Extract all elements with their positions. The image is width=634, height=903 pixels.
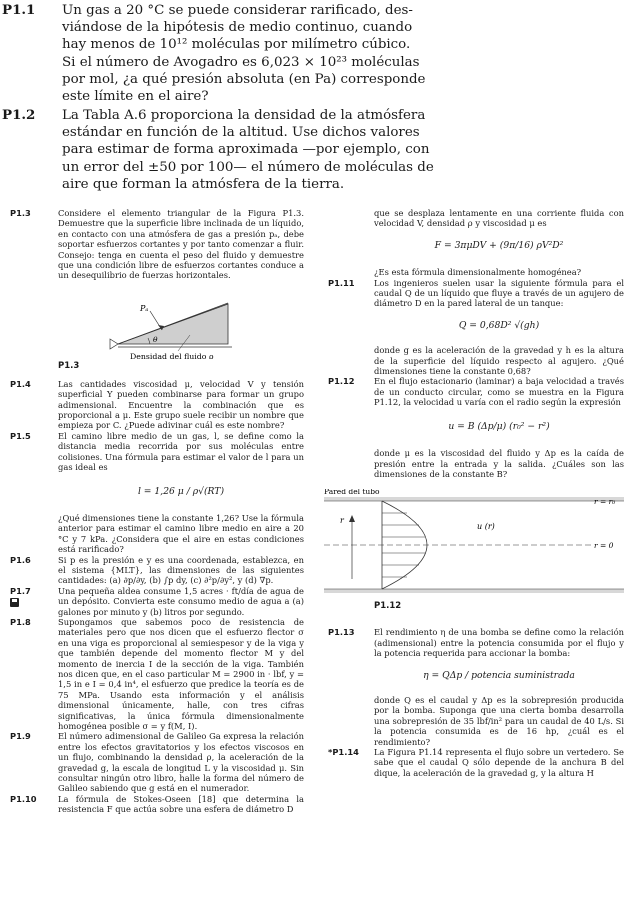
problem-text: Los ingenieros suelen usar la siguiente fórmula para el caudal Q de un líquido que fluye a través de un agujero de diámetro D en la pared lateral de un tanque: [374, 277, 624, 309]
r-axis-arrowhead [349, 515, 355, 522]
equation: Q = 0,68D² √(gh) [458, 319, 540, 331]
text-line: Si el número de Avogadro es 6,023 × 10²³ moléculas [62, 54, 420, 70]
text-line: por mol, ¿a qué presión absoluta (en Pa) corresponde [62, 71, 426, 87]
problem-number: P1.6 [10, 554, 31, 565]
problem-number: P1.5 [10, 430, 31, 441]
problem-text-after: donde Q es el caudal y Δp es la sobrepresión producida por la bomba. Suponga que una cierta bomba desarrolla una sobrepresión de 35 lbf/in² para un caudal de 40 L/s. Si la potencia consumida es de 16 hp, ¿cuál es el rendimiento? [374, 694, 624, 747]
disk-icon [10, 598, 19, 607]
problem-p1-13 [322, 627, 634, 747]
figure-p1-3 [0, 289, 318, 359]
problem-text: Considere el elemento triangular de la Figura P1.3. Demuestre que la superficie libre inclinada de un líquido, en contacto con una atmósfera de gas a presión pₐ, debe soportar esfuerzos cortantes y por tanto comenzar a fluir. Consejo: tenga en cuenta el peso del fluido y demuestre que una condición libre de esfuerzos cortantes conduce a un desequilibrio de fuerzas horizontales. [58, 208, 304, 281]
problem-pre-text: ¿Es esta fórmula dimensionalmente homogénea? [374, 267, 582, 278]
problem-number: P1.8 [10, 616, 31, 627]
equation: u = B (Δp/μ) (r₀² − r²) [448, 420, 550, 432]
problem-p1-7 [0, 586, 318, 617]
problem-text-after: donde g es la aceleración de la gravedad y h es la altura de la superficie del líquido respecto al agujero. ¿Qué dimensiones tiene la constante 0,68? [374, 345, 624, 377]
figure-caption: P1.3 [58, 360, 80, 371]
problem-number: P1.1 [2, 2, 36, 18]
problem-p1-4 [0, 379, 318, 431]
problem-p1-5 [0, 431, 318, 555]
problem-text: Las cantidades viscosidad μ, velocidad V y tensión superficial Y pueden combinarse para formar un grupo adimensional. Encuentre la combinación que es proporcional a μ. Este grupo suele recibir un nombre que empieza por C. ¿Puede adivinar cuál es este nombre? [58, 378, 304, 431]
fig112-caption-row [322, 595, 634, 615]
problem-number: *P1.14 [328, 746, 359, 757]
problem-p1-8 [0, 617, 318, 731]
figure-caption: P1.12 [374, 601, 402, 612]
problem-p1-12 [322, 376, 634, 479]
inclined-liquid-diagram [0, 289, 318, 359]
left-column [0, 208, 318, 815]
problem-text: Supongamos que sabemos poco de resistencia de materiales pero que nos dicen que el esfuerzo flector σ en una viga es proporcional al semiespesor y de la viga y que también depende del momento flector M y del momento de inercia I de la sección de la viga. También nos dicen que, en el caso particular M = 2900 in · lbf, y = 1,5 in e I = 0,4 in⁴, el esfuerzo que predice la teoría es de 75 MPa. Usando esta información y el análisis dimensional únicamente, halle, con tres cifras significativas, la única fórmula dimensionalmente homogénea posible σ = y f(M, I). [58, 616, 304, 732]
fig13-caption-row [0, 359, 318, 373]
problem-p1-10 [0, 794, 318, 815]
u-label: u (r) [477, 522, 495, 532]
problem-text: El camino libre medio de un gas, l, se define como la distancia media recorrida por sus moléculas entre colisiones. Una fórmula para estimar el valor de l para un gas ideal es [58, 430, 304, 473]
problem-text: Si p es la presión e y es una coordenada, establezca, en el sistema {MLT}, las dimensiones de las siguientes cantidades: (a) ∂p/∂y, (b) ∫p dy, (c) ∂²p/∂y², y (d) ∇p. [58, 554, 304, 586]
problem-text [62, 107, 610, 193]
text-line: aire que forman la atmósfera de la tierra. [62, 176, 345, 192]
problem-p1-9 [0, 731, 318, 793]
r0-label: r = r₀ [594, 497, 616, 507]
problem-text: Una pequeña aldea consume 1,5 acres · ft/día de agua de un depósito. Convierta este consumo medio de agua a (a) galones por minuto y (b) litros por segundo. [58, 585, 304, 617]
figure-p1-12 [322, 489, 634, 595]
text-line: para estimar de forma aproximada —por ejemplo, con [62, 142, 430, 158]
problem-number: P1.12 [328, 376, 355, 387]
wall-label: Pared del tubo [324, 489, 380, 497]
density-label: Densidad del fluido ρ [130, 351, 214, 359]
problem-text: El número adimensional de Galileo Ga expresa la relación entre los efectos gravitatorios y los efectos viscosos en un flujo, combinando la densidad ρ, la aceleración de la gravedad g, la escala de longitud L y la viscosidad μ. Sin consultar ningún otro libro, halle la forma del número de Galileo sabiendo que g está en el numerador. [58, 731, 304, 794]
problem-number: P1.2 [2, 107, 36, 123]
problem-text: La fórmula de Stokes-Oseen [18] que determina la resistencia F que actúa sobre una esfera de diámetro D [58, 793, 304, 815]
problem-p1-11 [322, 267, 634, 376]
problem-text: La Figura P1.14 representa el flujo sobre un vertedero. Se sabe que el caudal Q sólo depende de la anchura B del dique, la aceleración de la gravedad g, y la altura H [374, 746, 624, 778]
equation: F = 3πμDV + (9π/16) ρV²D² [434, 239, 564, 251]
problem-number: P1.11 [328, 277, 355, 288]
problem-text [62, 2, 610, 105]
problem-p1-14 [322, 747, 634, 778]
pipe-wall-top [324, 497, 624, 501]
problem-text: El rendimiento η de una bomba se define como la relación (adimensional) entre la potencia consumida por el flujo y la potencia requerida para accionar la bomba: [374, 627, 624, 659]
text-line: Un gas a 20 °C se puede considerar rarificado, des- [62, 3, 413, 18]
equation: η = QΔp / potencia suministrada [423, 669, 575, 681]
theta-label: θ [153, 334, 158, 344]
pipe-flow-diagram [322, 489, 634, 595]
text-line: este límite en el aire? [62, 89, 209, 105]
text-line: viándose de la hipótesis de medio continuo, cuando [62, 20, 413, 36]
left-arrow-marker [110, 339, 118, 349]
problem-text: que se desplaza lentamente en una corriente fluida con velocidad V, densidad ρ y viscosidad μ es [374, 208, 624, 229]
text-line: La Tabla A.6 proporciona la densidad de la atmósfera [62, 108, 426, 123]
text-line: hay menos de 10¹² moléculas por milímetro cúbico. [62, 37, 411, 53]
pa-label: Pₐ [140, 303, 149, 313]
problem-p1-6 [0, 555, 318, 586]
problem-number: P1.7 [10, 585, 31, 596]
problem-number: P1.9 [10, 731, 31, 742]
problem-number: P1.4 [10, 378, 31, 389]
equation: l = 1,26 μ / ρ√(RT) [137, 485, 225, 497]
text-line: estándar en función de la altitud. Use dichos valores [62, 125, 420, 141]
problem-p1-10-continued [322, 208, 634, 251]
problem-text-after: donde μ es la viscosidad del fluido y Δp es la caída de presión entre la entrada y la salida. ¿Cuáles son las dimensiones de la constante B? [374, 448, 624, 479]
problem-number: P1.3 [10, 208, 31, 218]
right-column [322, 208, 634, 778]
problem-text-after: ¿Qué dimensiones tiene la constante 1,26? Use la fórmula anterior para estimar el camino libre medio en aire a 20 °C y 7 kPa. ¿Considera que el aire en estas condiciones está rarificado? [58, 512, 304, 555]
problem-text: En el flujo estacionario (laminar) a baja velocidad a través de un conducto circular, como se muestra en la Figura P1.12, la velocidad u varía con el radio según la expresión [374, 376, 624, 408]
problem-number: P1.10 [10, 793, 37, 804]
problem-p1-3 [0, 208, 318, 281]
text-line: un error del ±50 por 100— el número de moléculas de [62, 159, 434, 175]
rzero-label: r = 0 [594, 541, 614, 551]
r-label: r [340, 516, 344, 526]
pipe-wall-bottom [324, 589, 624, 593]
problem-number: P1.13 [328, 627, 355, 638]
